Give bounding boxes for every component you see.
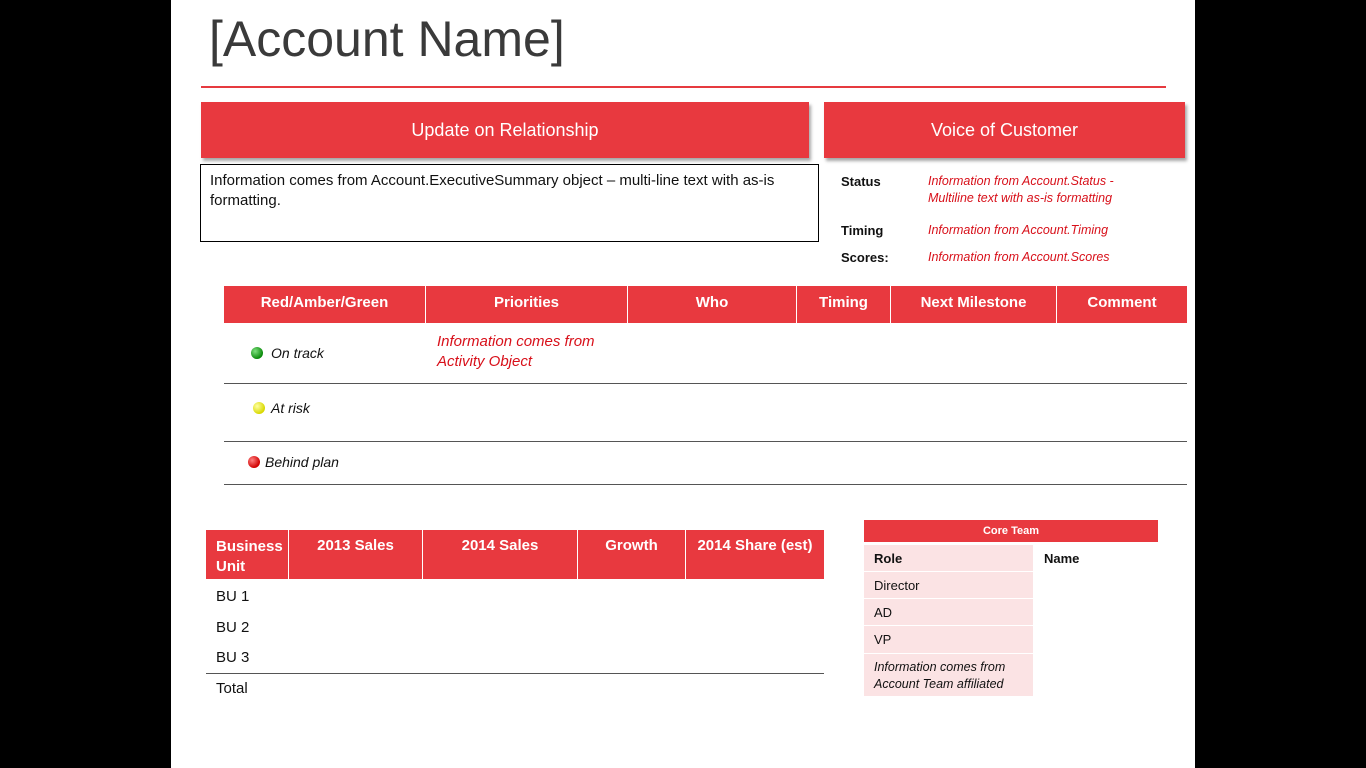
priority-info: Information comes from Activity Object	[437, 333, 595, 370]
status-at-risk: At risk	[271, 400, 310, 416]
role-header: Role	[864, 545, 1033, 572]
red-status-icon	[248, 456, 260, 468]
title-divider	[201, 86, 1166, 88]
col-2013-sales: 2013 Sales	[289, 530, 423, 579]
col-rag: Red/Amber/Green	[224, 286, 426, 323]
status-behind-plan: Behind plan	[265, 454, 339, 470]
voc-scores-label: Scores:	[841, 250, 889, 265]
total-label: Total	[216, 680, 248, 697]
total-divider	[206, 673, 824, 674]
voc-timing-label: Timing	[841, 223, 884, 238]
row-divider	[224, 484, 1187, 485]
voc-scores-value: Information from Account.Scores	[928, 250, 1110, 264]
col-2014-sales: 2014 Sales	[423, 530, 578, 579]
bu-row-label: BU 3	[216, 649, 250, 666]
green-status-icon	[251, 347, 263, 359]
relationship-header: Update on Relationship	[201, 102, 809, 158]
amber-status-icon	[253, 402, 265, 414]
col-business-unit: Business Unit	[206, 530, 289, 579]
core-team-header: Core Team	[864, 520, 1158, 542]
voc-status-value: Information from Account.Status - Multiline text with as-is formatting	[928, 174, 1114, 205]
col-comment: Comment	[1057, 286, 1187, 323]
status-on-track: On track	[271, 345, 324, 361]
col-2014-share: 2014 Share (est)	[686, 530, 824, 579]
bu-row-label: BU 2	[216, 619, 250, 636]
voice-of-customer-header: Voice of Customer	[824, 102, 1185, 158]
col-next-milestone: Next Milestone	[891, 286, 1057, 323]
executive-summary: Information comes from Account.ExecutiveSummary object – multi-line text with as-is formatting.	[200, 164, 819, 242]
name-header: Name	[1044, 551, 1080, 566]
voc-timing-value: Information from Account.Timing	[928, 223, 1109, 237]
role-vp: VP	[864, 626, 1033, 654]
slide	[171, 0, 1195, 768]
role-director: Director	[864, 572, 1033, 599]
voc-status-label: Status	[841, 174, 881, 189]
col-growth: Growth	[578, 530, 686, 579]
core-team-note: Information comes from Account Team affiliated	[864, 654, 1033, 697]
col-priorities: Priorities	[426, 286, 628, 323]
row-divider	[224, 383, 1187, 384]
col-who: Who	[628, 286, 797, 323]
bu-row-label: BU 1	[216, 588, 250, 605]
page-title: [Account Name]	[209, 11, 565, 67]
role-ad: AD	[864, 599, 1033, 626]
col-timing: Timing	[797, 286, 891, 323]
row-divider	[224, 441, 1187, 442]
